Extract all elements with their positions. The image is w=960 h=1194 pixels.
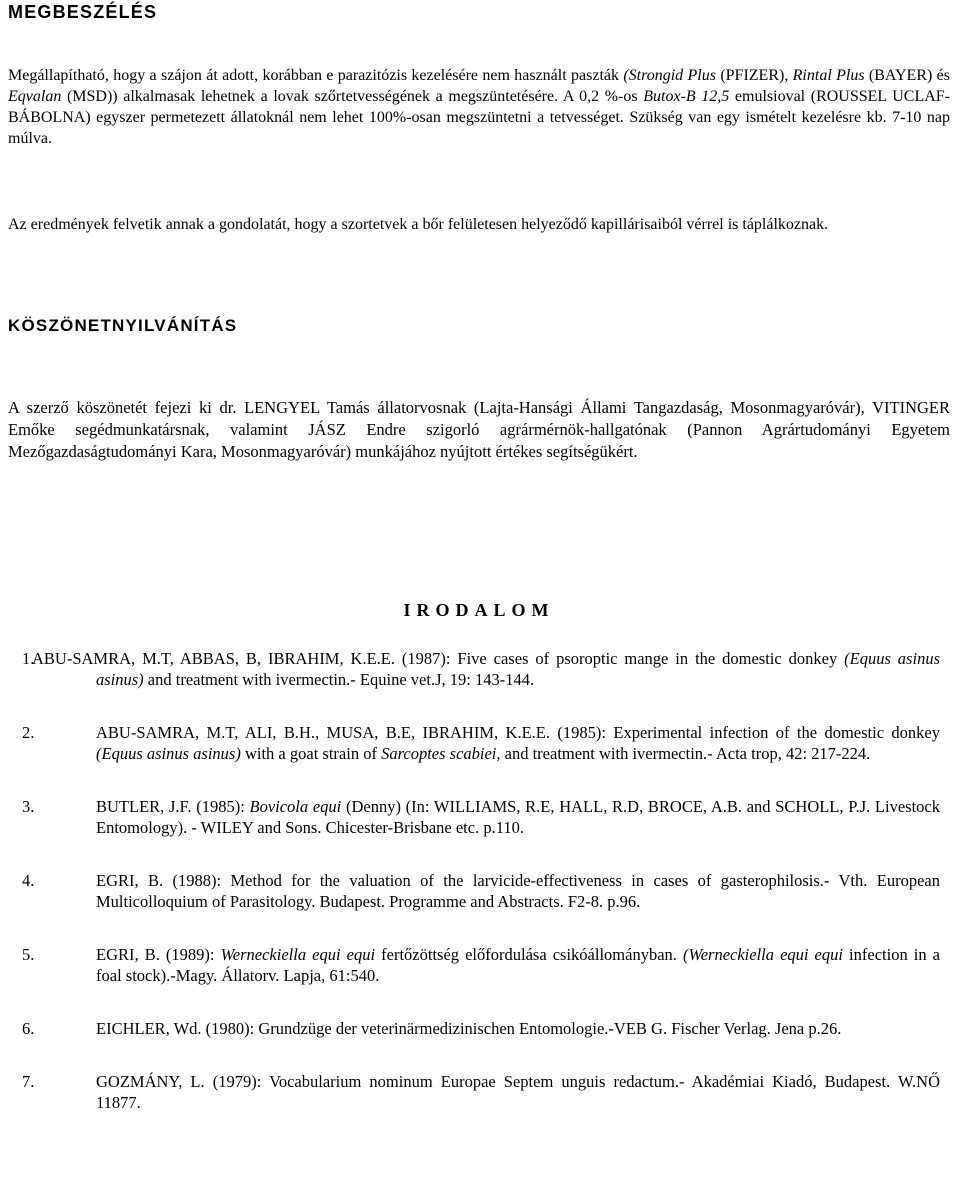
acknowledgement-heading: KÖSZÖNETNYILVÁNÍTÁS xyxy=(8,316,238,335)
ref-5-text-c: fertőzöttség előfordulása csikóállományban. xyxy=(375,945,683,964)
reference-text: EICHLER, Wd. (1980): Grundzüge der veterinärmedizinischen Entomologie.-VEB G. Fischer Verlag. Jena p.26. xyxy=(96,1019,842,1038)
reference-item xyxy=(8,1071,950,1113)
ref-3-text-a: BUTLER, J.F. (1985): xyxy=(96,797,250,816)
reference-text xyxy=(96,796,940,838)
ref-2-italic-d: Sarcoptes scabiei, xyxy=(381,744,501,763)
reference-item xyxy=(8,648,950,690)
ref-2-text-a: ABU-SAMRA, M.T, ALI, B.H., MUSA, B.E, IBRAHIM, K.E.E. (1985): Experimental infection of the domestic donkey xyxy=(96,723,940,742)
ref-5-italic-d: (Werneckiella equi equi xyxy=(682,945,843,964)
ref-2-italic-b: (Equus asinus asinus) xyxy=(96,744,241,763)
reference-number: 5. xyxy=(22,945,35,964)
ref-3-italic-b: Bovicola equi xyxy=(249,797,342,816)
reference-number: 4. xyxy=(22,871,35,890)
reference-number: 3. xyxy=(22,797,35,816)
reference-item xyxy=(8,722,950,764)
reference-item xyxy=(8,870,950,912)
ref-5-italic-b: Werneckiella equi equi xyxy=(220,945,376,964)
reference-item xyxy=(8,796,950,838)
p1-text-i: emulsioval (ROUSSEL UCLAF-BÁBOLNA) egyszer permetezett állatoknál nem lehet 100%-osan megszüntetni a tetvességet. Szükség van egy ismételt kezelésre kb. 7-10 nap múlva. xyxy=(8,88,951,147)
ref-1-italic-b: (Equus asinus asinus) xyxy=(96,649,940,689)
reference-text xyxy=(96,722,940,764)
reference-text: EGRI, B. (1988): Method for the valuation of the larvicide-effectiveness in cases of gasterophilosis.- Vth. European Multicolloquium of Parasitology. Budapest. Programme and Abstracts. F2-8. p.96. xyxy=(96,871,940,911)
ref-3-text-c: (Denny) (In: WILLIAMS, R.E, HALL, R.D, BROCE, A.B. and SCHOLL, P.J. Livestock Entomology). - WILEY and Sons. Chicester-Brisbane etc. p.110. xyxy=(96,797,941,837)
ref-5-text-a: EGRI, B. (1989): xyxy=(96,945,221,964)
ref-5-text-e: infection in a foal stock).-Magy. Állatorv. Lapja, 61:540. xyxy=(96,945,940,985)
reference-list xyxy=(8,648,950,1145)
p1-italic-strongid: (Strongid Plus xyxy=(623,67,716,84)
p1-italic-butox: Butox-B 12,5 xyxy=(643,88,730,105)
reference-number: 7. xyxy=(22,1072,35,1091)
acknowledgement-paragraph: A szerző köszönetét fejezi ki dr. LENGYEL Tamás állatorvosnak (Lajta-Hansági Állami Tangazdaság, Mosonmagyaróvár), VITINGER Emőke segédmunkatársnak, valamint JÁSZ Endre szigorló agrármérnök-hallgatónak (Pannon Agrártudományi Egyetem Mezőgazdaságtudományi Kara, Mosonmagyaróvár) munkájához nyújtott értékes segítségükért. xyxy=(8,398,950,461)
p1-italic-rintal: Rintal Plus xyxy=(792,67,865,84)
ref-1-text-a: ABU-SAMRA, M.T, ABBAS, B, IBRAHIM, K.E.E. (1987): Five cases of psoroptic mange in the domestic donkey xyxy=(32,649,845,668)
p1-text-g: (MSD)) alkalmasak lehetnek a lovak szőrtetvességének a megszüntetésére. A 0,2 %-os xyxy=(61,88,644,105)
discussion-paragraph-2: Az eredmények felvetik annak a gondolatát, hogy a szortetvek a bőr felületesen helyeződő kapillárisaiból vérrel is táplálkoznak. xyxy=(8,216,829,233)
reference-text: GOZMÁNY, L. (1979): Vocabularium nominum Europae Septem unguis redactum.- Akadémiai Kiadó, Budapest. W.NŐ 11877. xyxy=(96,1072,940,1112)
ref-2-text-c: with a goat strain of xyxy=(240,744,382,763)
p1-text-e: (BAYER) és xyxy=(864,67,950,84)
reference-item xyxy=(8,1018,950,1039)
reference-number: 2. xyxy=(22,723,35,742)
reference-text xyxy=(96,944,940,986)
p1-text-a: Megállapítható, hogy a szájon át adott, korábban e parazitózis kezelésére nem használt paszták xyxy=(8,67,624,84)
p1-text-c: (PFIZER), xyxy=(715,67,793,84)
reference-number: 1. xyxy=(22,649,35,668)
p1-italic-eqvalan: Eqvalan xyxy=(8,88,62,105)
reference-item xyxy=(8,944,950,986)
ref-1-text-c: and treatment with ivermectin.- Equine vet.J, 19: 143-144. xyxy=(143,670,535,689)
reference-number: 6. xyxy=(22,1019,35,1038)
discussion-paragraph-1 xyxy=(8,65,950,149)
reference-text xyxy=(32,648,940,690)
ref-2-text-e: and treatment with ivermectin.- Acta trop, 42: 217-224. xyxy=(500,744,871,763)
references-heading: IRODALOM xyxy=(403,599,555,620)
discussion-heading: MEGBESZÉLÉS xyxy=(8,2,158,22)
